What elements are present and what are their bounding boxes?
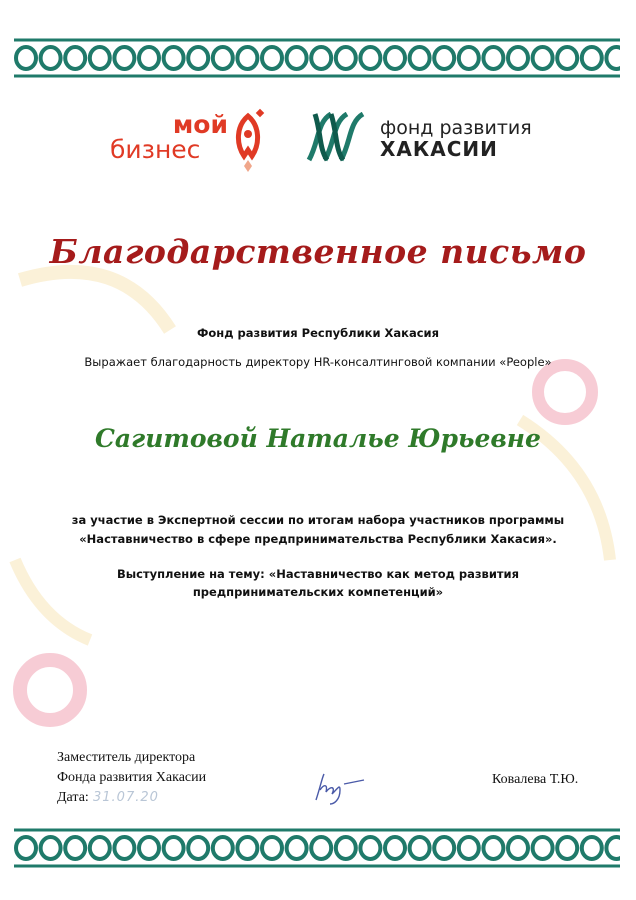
moi-biznes-logo — [108, 112, 268, 182]
recipient-name: Сагитовой Наталье Юрьевне — [95, 424, 541, 453]
fund-logo-line2: ХАКАСИИ — [380, 137, 498, 161]
date-label: Дата: — [57, 790, 89, 805]
border-link — [237, 837, 257, 859]
border-link — [508, 837, 528, 859]
border-link — [139, 47, 159, 69]
border-link — [90, 47, 110, 69]
issuer: Фонд развития Республики Хакасия — [197, 326, 439, 340]
signer-position-2: Фонда развития Хакасии — [57, 770, 207, 785]
border-link — [41, 837, 61, 859]
border-link — [360, 837, 380, 859]
signer-position-1: Заместитель директора — [57, 750, 196, 765]
reason-line-2: «Наставничество в сфере предпринимательства Республики Хакасия». — [79, 532, 557, 546]
border-link — [287, 837, 307, 859]
gratitude-line: Выражает благодарность директору HR-консалтинговой компании «People» — [84, 355, 552, 369]
border-link — [65, 837, 85, 859]
border-link — [483, 837, 503, 859]
border-link — [65, 47, 85, 69]
border-link — [508, 47, 528, 69]
handwritten-signature — [310, 770, 370, 806]
fund-logo — [305, 112, 565, 168]
document-title: Благодарственное письмо — [49, 232, 587, 271]
border-link — [262, 47, 282, 69]
fund-logo-line1: фонд развития — [380, 117, 532, 139]
border-link — [164, 47, 184, 69]
border-link — [237, 47, 257, 69]
border-link — [287, 47, 307, 69]
border-link — [533, 837, 553, 859]
border-link — [410, 837, 430, 859]
border-link — [139, 837, 159, 859]
border-link — [434, 47, 454, 69]
reason-line-1: за участие в Экспертной сессии по итогам набора участников программы — [71, 513, 565, 527]
border-link — [188, 837, 208, 859]
border-link — [311, 47, 331, 69]
border-link — [533, 47, 553, 69]
border-link — [262, 837, 282, 859]
border-link — [557, 47, 577, 69]
date-value: 31.07.20 — [93, 790, 159, 805]
border-link — [188, 47, 208, 69]
border-link — [483, 47, 503, 69]
border-link — [164, 837, 184, 859]
border-link — [311, 837, 331, 859]
border-link — [410, 47, 430, 69]
border-link — [459, 47, 479, 69]
border-link — [606, 837, 620, 859]
border-link — [213, 837, 233, 859]
border-link — [582, 837, 602, 859]
signer-name: Ковалева Т.Ю. — [492, 772, 579, 787]
border-link — [114, 837, 134, 859]
border-link — [385, 47, 405, 69]
border-link — [459, 837, 479, 859]
dna-icon — [305, 112, 375, 162]
topic-line-2: предпринимательских компетенций» — [192, 585, 444, 599]
border-link — [114, 47, 134, 69]
border-link — [213, 47, 233, 69]
border-link — [16, 47, 36, 69]
logo-text-biznes: бизнес — [110, 135, 201, 164]
border-link — [336, 837, 356, 859]
border-link — [385, 837, 405, 859]
ornament-border-top — [14, 38, 620, 78]
border-link — [90, 837, 110, 859]
border-link — [16, 837, 36, 859]
border-link — [557, 837, 577, 859]
border-link — [434, 837, 454, 859]
rocket-icon — [230, 108, 266, 174]
border-link — [41, 47, 61, 69]
logo-text-moi: мой — [172, 110, 228, 139]
border-link — [336, 47, 356, 69]
border-link — [360, 47, 380, 69]
border-link — [606, 47, 620, 69]
topic-line-1: Выступление на тему: «Наставничество как метод развития — [116, 567, 520, 581]
ornament-border-bottom — [14, 828, 620, 868]
border-link — [582, 47, 602, 69]
